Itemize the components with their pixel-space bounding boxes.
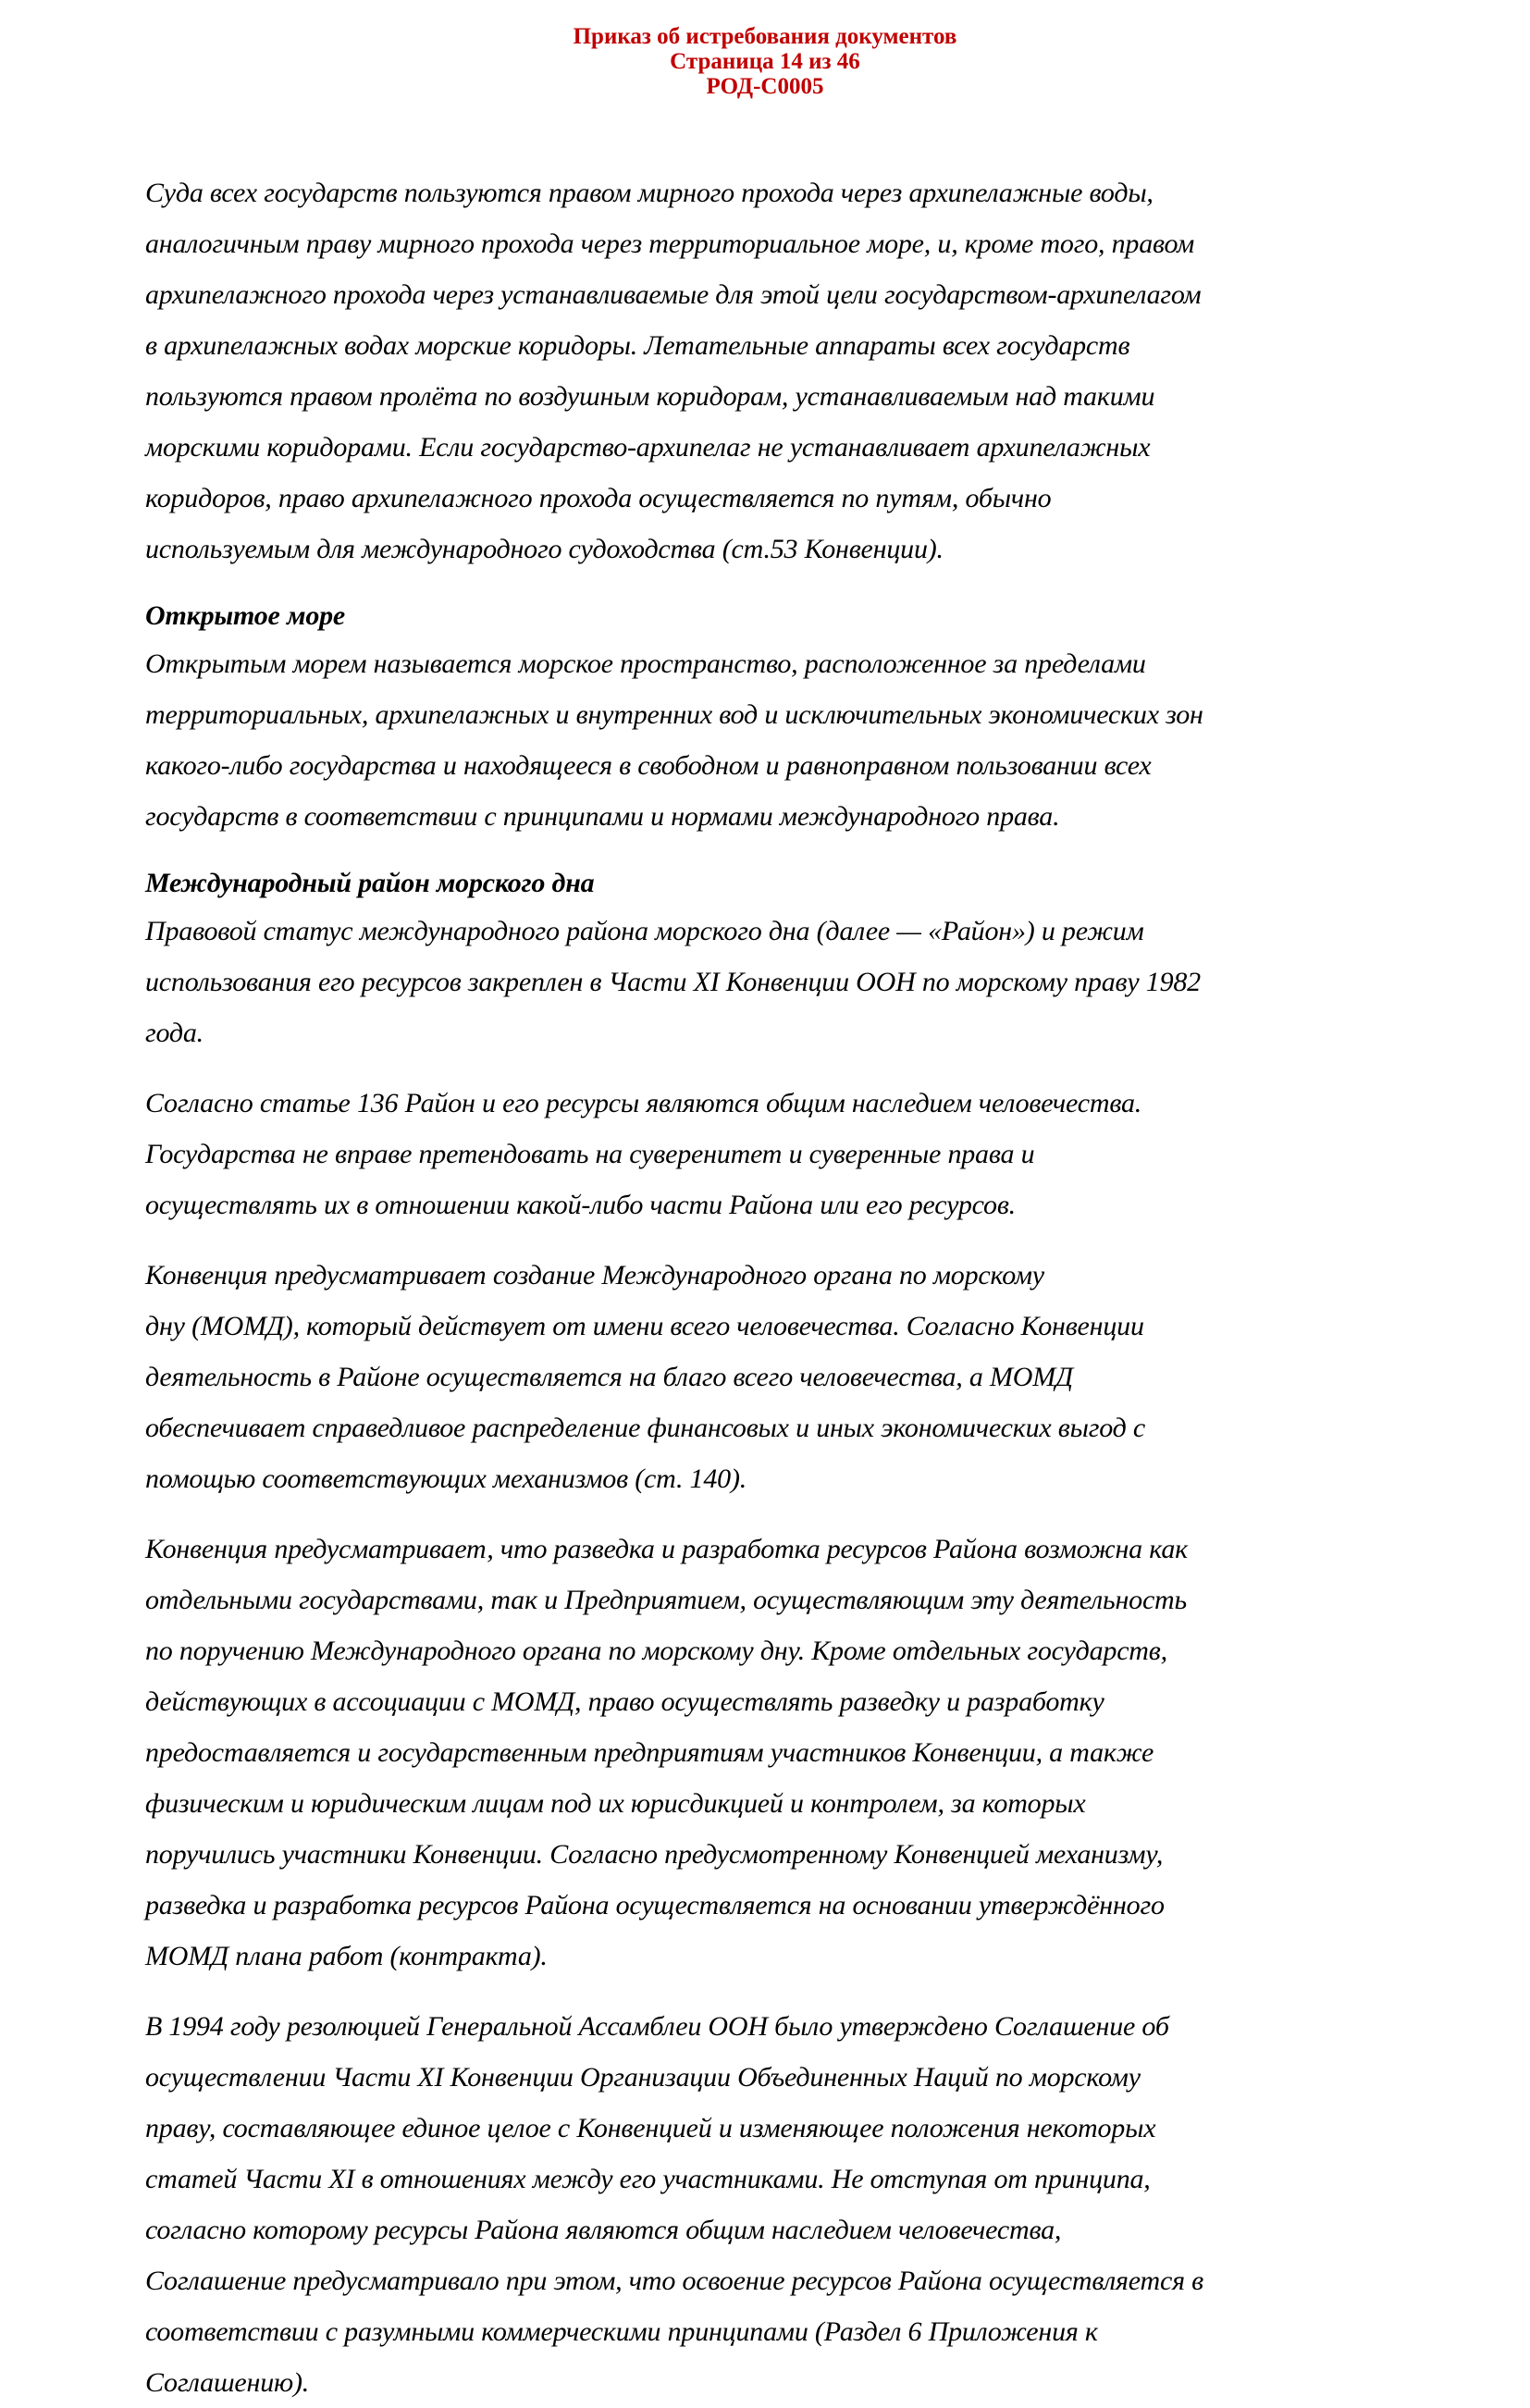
text-line: МОМД плана работ (контракта). [145,1941,548,1971]
text-line: Соглашение предусматривало при этом, что освоение ресурсов Района осуществляется в [145,2266,1203,2296]
text-line: Суда всех государств пользуются правом мирного прохода через архипелажные воды, [145,178,1154,208]
text-line: поручились участники Конвенции. Согласно предусмотренному Конвенцией механизму, [145,1839,1164,1870]
text-line: морскими коридорами. Если государство-архипелаг не устанавливает архипелажных [145,432,1151,463]
document-header [0,0,1530,99]
text-line: года. [145,1018,204,1048]
paragraph [145,638,1419,842]
text-line: аналогичным праву мирного прохода через территориальное море, и, кроме того, правом [145,228,1195,259]
text-line: действующих в ассоциации с МОМД, право осуществлять разведку и разработку [145,1686,1104,1717]
text-line: территориальных, архипелажных и внутренних вод и исключительных экономических зон [145,699,1203,730]
paragraph [145,167,1419,574]
paragraph [145,1524,1419,1982]
paragraph [145,1250,1419,1504]
text-line: соответствии с разумными коммерческими принципами (Раздел 6 Приложения к [145,2316,1098,2347]
text-line: Открытым морем называется морское пространство, расположенное за пределами [145,648,1146,679]
document-title: Приказ об истребования документов [573,24,957,49]
text-line: Государства не вправе претендовать на суверенитет и суверенные права и [145,1139,1035,1169]
text-line: пользуются правом пролёта по воздушным коридорам, устанавливаемым над такими [145,381,1155,412]
text-line: архипелажного прохода через устанавливаемые для этой цели государством-архипелагом [145,279,1202,310]
text-line: В 1994 году резолюцией Генеральной Ассамблеи ООН было утверждено Соглашение об [145,2011,1169,2042]
text-line: деятельность в Районе осуществляется на благо всего человечества, а МОМД [145,1362,1073,1392]
text-line: использования его ресурсов закреплен в Части XI Конвенции ООН по морскому праву 1982 [145,967,1201,997]
text-line: Конвенция предусматривает, что разведка и разработка ресурсов Района возможна как [145,1534,1188,1564]
text-line: Правовой статус международного района морского дна (далее — «Район») и режим [145,916,1144,946]
section-heading: Международный район морского дна [145,868,595,898]
text-line: Конвенция предусматривает создание Международного органа по морскому [145,1260,1044,1290]
paragraph [145,2001,1419,2408]
section-heading: Открытое море [145,600,346,631]
text-line: предоставляется и государственным предприятиям участников Конвенции, а также [145,1737,1154,1768]
text-line: в архипелажных водах морские коридоры. Летательные аппараты всех государств [145,330,1130,361]
text-line: физическим и юридическим лицам под их юрисдикцией и контролем, за которых [145,1788,1086,1819]
text-line: осуществлении Части XI Конвенции Организации Объединенных Наций по морскому [145,2062,1141,2093]
page-indicator: Страница 14 из 46 [670,49,860,74]
text-line: государств в соответствии с принципами и нормами международного права. [145,801,1060,832]
text-line: праву, составляющее единое целое с Конвенцией и изменяющее положения некоторых [145,2113,1156,2143]
text-line: обеспечивает справедливое распределение финансовых и иных экономических выгод с [145,1413,1146,1443]
text-line: Согласно статье 136 Район и его ресурсы являются общим наследием человечества. [145,1088,1142,1118]
text-line: по поручению Международного органа по морскому дну. Кроме отдельных государств, [145,1636,1167,1666]
text-line: используемым для международного судоходства (ст.53 Конвенции). [145,534,944,564]
text-line: отдельными государствами, так и Предприятием, осуществляющим эту деятельность [145,1585,1187,1615]
document-code: РОД-С0005 [706,74,824,99]
paragraph [145,906,1419,1058]
text-line: разведка и разработка ресурсов Района осуществляется на основании утверждённого [145,1890,1165,1920]
text-line: помощью соответствующих механизмов (ст. 140). [145,1463,747,1494]
text-line: согласно которому ресурсы Района являются общим наследием человечества, [145,2215,1062,2245]
document-body [0,167,1530,2408]
text-line: осуществлять их в отношении какой-либо части Района или его ресурсов. [145,1190,1016,1220]
text-line: статей Части XI в отношениях между его участниками. Не отступая от принципа, [145,2164,1151,2194]
paragraph [145,1078,1419,1230]
text-line: какого-либо государства и находящееся в свободном и равноправном пользовании всех [145,750,1152,781]
text-line: коридоров, право архипелажного прохода осуществляется по путям, обычно [145,483,1052,513]
text-line: Соглашению). [145,2367,310,2398]
text-line: дну (МОМД), который действует от имени всего человечества. Согласно Конвенции [145,1311,1144,1341]
